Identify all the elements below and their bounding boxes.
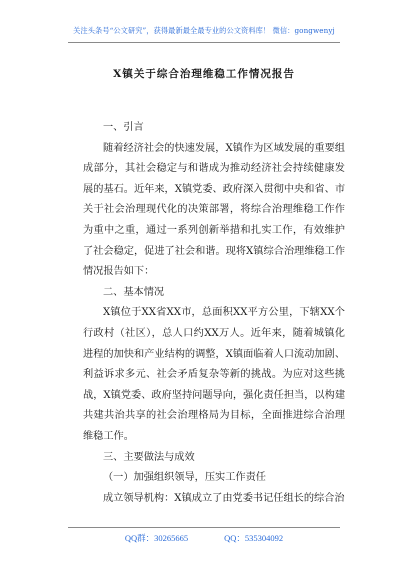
paragraph-leadership: 成立领导机构：X镇成立了由党委书记任组长的综合治 (103, 492, 345, 504)
footer-qq-group: QQ群：30265665 (124, 533, 189, 543)
footer-divider (68, 527, 340, 528)
footer-qq: QQ：535304092 (224, 533, 284, 543)
header-note: 关注头条号“公文研究”，获得最新最全最专业的公文资料库！ 微信：gongwenyj (73, 26, 335, 35)
document-title: X镇关于综合治理维稳工作情况报告 (113, 68, 295, 80)
section-heading-basic-info: 二、基本情况 (103, 286, 165, 298)
document-body (83, 118, 345, 509)
section-heading-intro: 一、引言 (103, 122, 144, 133)
subsection-heading-leadership: （一）加强组织领导，压实工作责任 (103, 472, 266, 484)
header-divider (68, 42, 340, 43)
section-heading-measures: 三、主要做法与成效 (103, 451, 195, 463)
paragraph-intro: 随着经济社会的快速发展，X镇作为区域发展的重要组成部分，其社会稳定与和谐成为推动经济社会持续健康发展的基石。近年来，X镇党委、政府深入贯彻中央和省、市关于社会治理现代化的决策部署，将综合治理维稳工作作为重中之重，通过一系列创新举措和扎实工作，有效维护了社会稳定，促进了社会和谐。现将X镇综合治理维稳工作情况报告如下： (83, 142, 345, 278)
paragraph-basic-info: X镇位于XX省XX市，总面积XX平方公里，下辖XX个行政村（社区），总人口约XX万人。近年来，随着城镇化进程的加快和产业结构的调整，X镇面临着人口流动加剧、利益诉求多元、社会矛盾复杂等新的挑战。为应对这些挑战，X镇党委、政府坚持问题导向，强化责任担当，以构建共建共治共享的社会治理格局为目标，全面推进综合治理维稳工作。 (83, 307, 345, 442)
footer-contact (0, 532, 408, 544)
